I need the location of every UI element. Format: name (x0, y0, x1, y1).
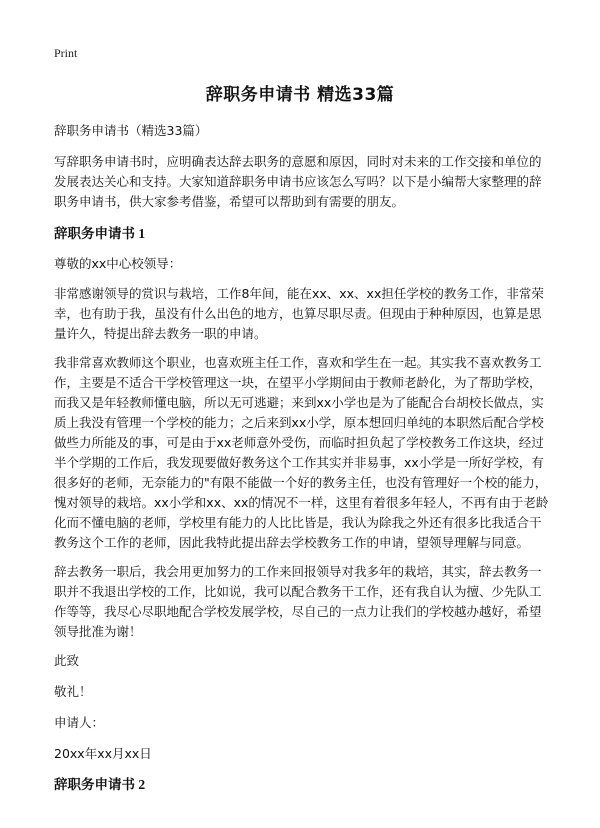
letter-heading-2: 辞职务申请书 2 (54, 777, 146, 792)
letter-date: 20xx年xx月xx日 (54, 746, 152, 761)
letter-heading-1: 辞职务申请书 1 (54, 226, 146, 241)
print-link[interactable]: Print (54, 46, 78, 60)
page-title: 辞职务申请书 精选33篇 (205, 85, 395, 105)
letter-greeting: 尊敬的xx中心校领导： (54, 256, 182, 271)
letter-paragraph-1: 非常感谢领导的赏识与栽培，工作8年间，能在xx、xx、xx担任学校的教务工作，非常荣幸，也有助于我，虽没有什么出色的地方，也算尽职尽责。但现由于种种原因，也算是思量许久，特提出辞去教务一职的申请。 (54, 286, 544, 341)
closing-salutation: 此致 (54, 653, 80, 668)
article-body (54, 121, 552, 805)
signature-label: 申请人： (54, 715, 105, 730)
closing-regards: 敬礼！ (54, 684, 92, 699)
article-subtitle: 辞职务申请书（精选33篇） (54, 123, 208, 138)
intro-paragraph: 写辞职务申请书时，应明确表达辞去职务的意愿和原因，同时对未来的工作交接和单位的发展表达关心和支持。大家知道辞职务申请书应该怎么写吗？以下是小编帮大家整理的辞职务申请书，供大家参考借鉴，希望可以帮助到有需要的朋友。 (54, 154, 542, 209)
letter-paragraph-3: 辞去教务一职后，我会用更加努力的工作来回报领导对我多年的栽培，其实，辞去教务一职并不我退出学校的工作，比如说，我可以配合教务干工作，还有我自认为擅、少先队工作等等，我尽心尽职地配合学校发展学校，尽自己的一点力让我们的学校越办越好，希望领导批准为谢！ (54, 564, 542, 639)
letter-paragraph-2: 我非常喜欢教师这个职业，也喜欢班主任工作，喜欢和学生在一起。其实我不喜欢教务工作，主要是不适合干学校管理这一块，在望平小学期间由于教师老龄化，为了帮助学校，而我又是年轻教师懂电脑，所以无可逃避；来到xx小学也是为了能配合台胡校长做点，实质上我没有管理一个学校的能力；之后来到xx小学，原本想回归单纯的本职然后配合学校做些力所能及的事，可是由于xx老师意外受伤，而临时担负起了学校教务工作这块，经过半个学期的工作后，我发现要做好教务这个工作其实并非易事，xx小学是一所好学校，有很多好的老师，无奈能力的"有限不能做一个好的教务主任，也没有管理好一个校的能力，愧对领导的栽培。xx小学和xx、xx的情况不一样，这里有着很多年轻人，不再有由于老龄化而不懂电脑的老师，学校里有能力的人比比皆是，我认为除我之外还有很多比我适合干教务这个工作的老师，因此我特此提出辞去学校教务工作的申请，望领导理解与同意。 (54, 355, 549, 550)
